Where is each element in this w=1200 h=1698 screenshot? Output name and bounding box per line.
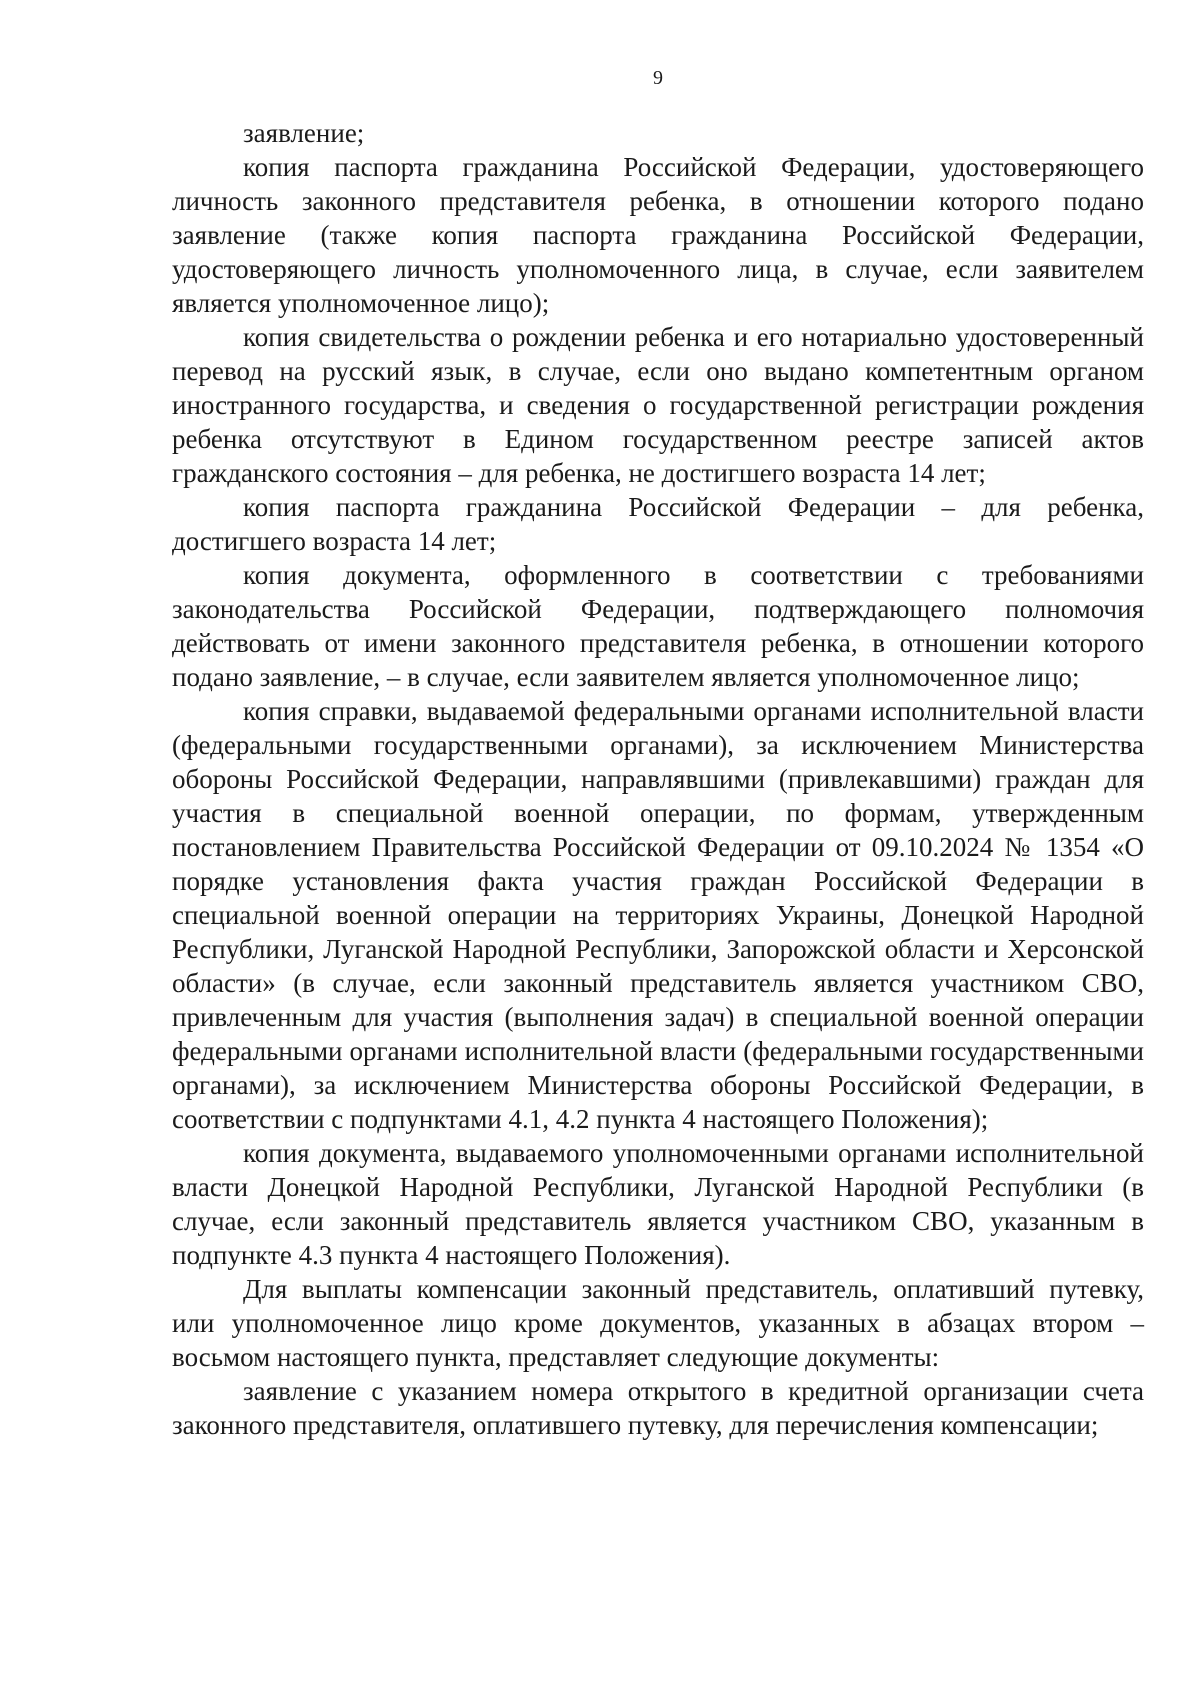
paragraph-authority-document-copy: копия документа, оформленного в соответствии с требованиями законодательства Российской Федерации, подтверждающего полномочия действовать от имени законного представителя ребенка, в отношении которого подано заявление, – в случае, если заявителем является уполномоченное лицо;: [172, 560, 1144, 692]
page-number: [0, 66, 1200, 90]
paragraph-regional-document-copy: копия документа, выдаваемого уполномоченными органами исполнительной власти Донецкой Народной Республики, Луганской Народной Республики (в случае, если законный представитель является участником СВО, указанным в подпункте 4.3 пункта 4 настоящего Положения).: [172, 1138, 1144, 1270]
paragraph-birth-certificate-copy: копия свидетельства о рождении ребенка и его нотариально удостоверенный перевод на русский язык, в случае, если оно выдано компетентным органом иностранного государства, и сведения о государственной регистрации рождения ребенка отсутствуют в Едином государственном реестре записей актов гражданского состояния – для ребенка, не достигшего возраста 14 лет;: [172, 322, 1144, 488]
paragraph-passport-copy-representative: копия паспорта гражданина Российской Федерации, удостоверяющего личность законного представителя ребенка, в отношении которого подано заявление (также копия паспорта гражданина Российской Федерации, удостоверяющего личность уполномоченного лица, в случае, если заявителем является уполномоченное лицо);: [172, 152, 1144, 318]
paragraph-compensation-documents: Для выплаты компенсации законный представитель, оплативший путевку, или уполномоченное лицо кроме документов, указанных в абзацах втором – восьмом настоящего пункта, представляет следующие документы:: [172, 1274, 1144, 1372]
paragraph-child-passport-copy: копия паспорта гражданина Российской Федерации – для ребенка, достигшего возраста 14 лет;: [172, 492, 1144, 556]
paragraph-application: заявление;: [243, 118, 365, 148]
page-number-text: 9: [653, 67, 663, 89]
paragraph-federal-certificate-copy: копия справки, выдаваемой федеральными органами исполнительной власти (федеральными государственными органами), за исключением Министерства обороны Российской Федерации, направлявшими (привлекавшими) граждан для участия в специальной военной операции, по формам, утвержденным постановлением Правительства Российской Федерации от 09.10.2024 № 1354 «О порядке установления факта участия граждан Российской Федерации в специальной военной операции на территориях Украины, Донецкой Народной Республики, Луганской Народной Республики, Запорожской области и Херсонской области» (в случае, если законный представитель является участником СВО, привлеченным для участия (выполнения задач) в специальной военной операции федеральными органами исполнительной власти (федеральными государственными органами), за исключением Министерства обороны Российской Федерации, в соответствии с подпунктами 4.1, 4.2 пункта 4 настоящего Положения);: [172, 696, 1144, 1134]
document-body: [172, 116, 1144, 1442]
paragraph-bank-account-application: заявление с указанием номера открытого в кредитной организации счета законного представителя, оплатившего путевку, для перечисления компенсации;: [172, 1376, 1144, 1440]
